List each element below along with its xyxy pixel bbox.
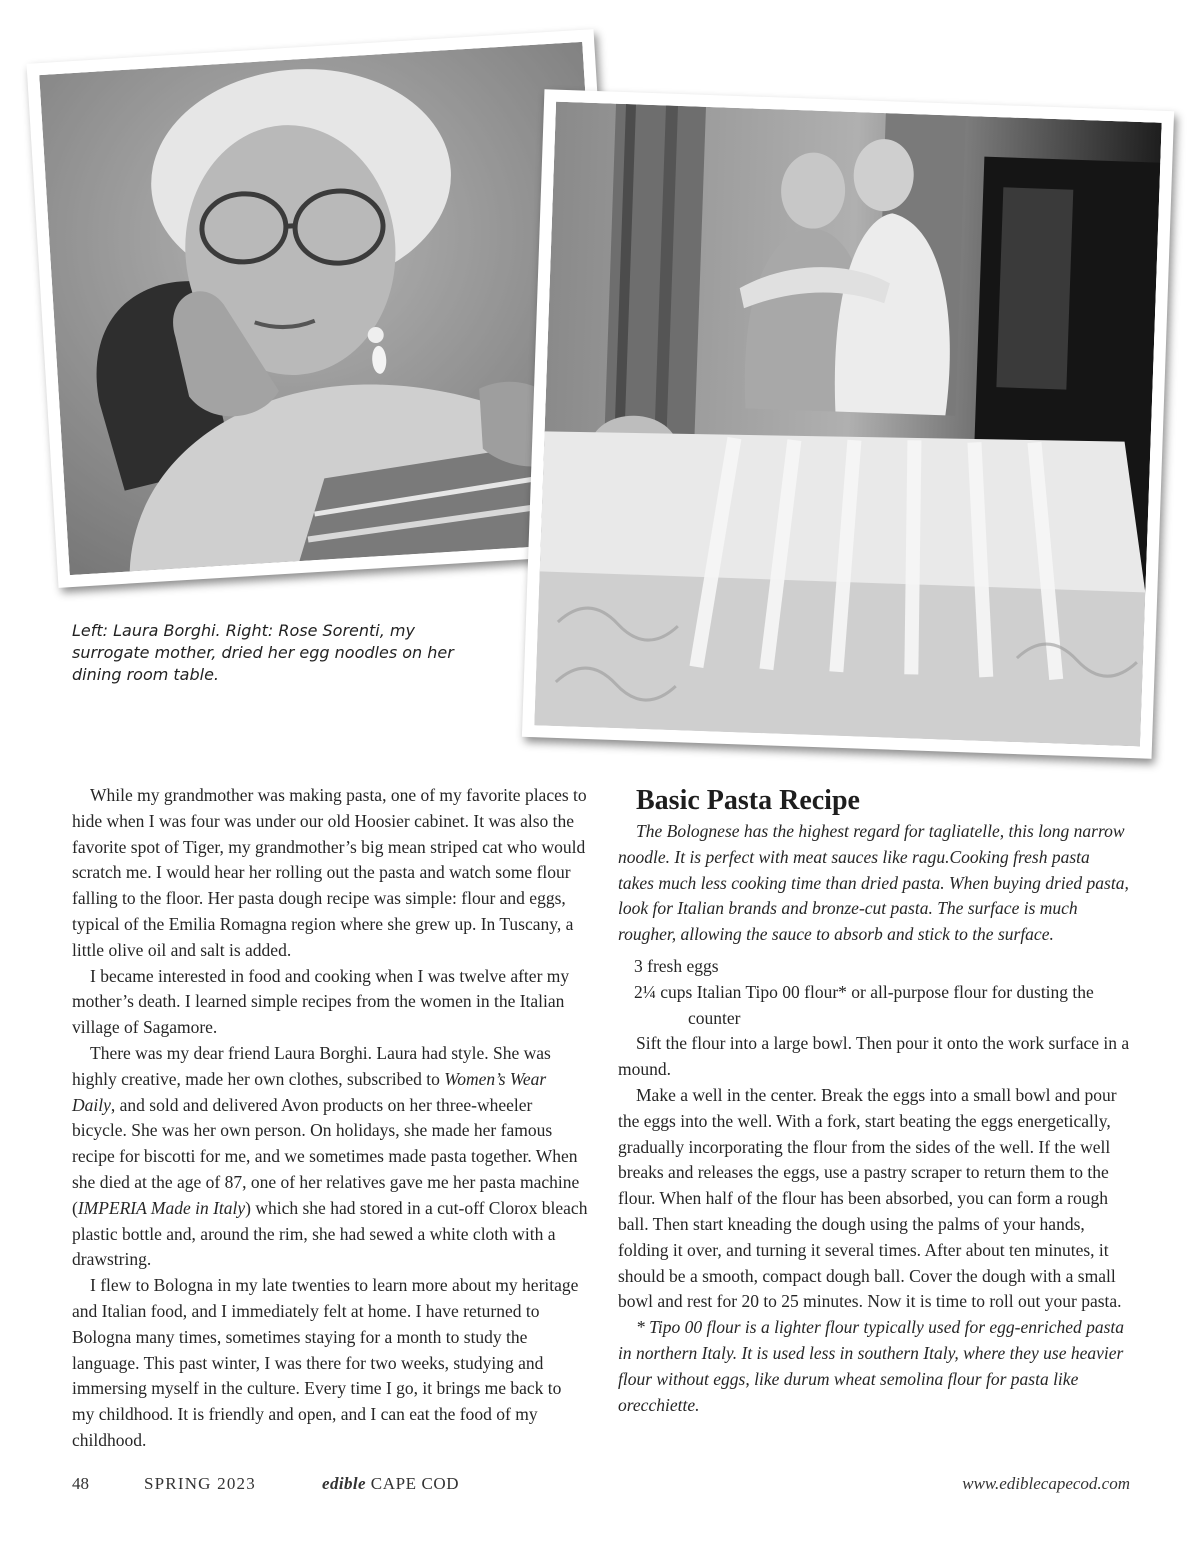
recipe-step: Sift the flour into a large bowl. Then pour it onto the work surface in a mound. xyxy=(618,1033,1130,1080)
article-paragraph: I flew to Bologna in my late twenties to learn more about my heritage and Italian food, and I immediately felt at home. I have returned to Bologna many times, sometimes staying for a month to study the language. This past winter, I was there for two weeks, studying and immersing myself in the culture. Every time I go, it brings me back to my childhood. It is friendly and open, and I can eat the food of my childhood. xyxy=(72,1275,579,1450)
ingredient-list xyxy=(618,954,1130,1031)
magazine-name: edible CAPE COD xyxy=(322,1474,460,1493)
page-footer xyxy=(72,1474,1130,1500)
recipe-column xyxy=(618,783,1130,1418)
photo-rose-sorenti xyxy=(522,89,1174,759)
photo-caption: Left: Laura Borghi. Right: Rose Sorenti, my surrogate mother, dried her egg noodles on her dining room table. xyxy=(72,621,454,684)
recipe-footnote: * Tipo 00 flour is a lighter flour typically used for egg-enriched pasta in northern Italy. It is used less in southern Italy, where they use heavier flour without eggs, like durum wheat semolina flour for pasta like orecchiette. xyxy=(618,1317,1125,1415)
page-number: 48 xyxy=(72,1474,89,1493)
article-paragraph: There was my dear friend Laura Borghi. Laura had style. She was highly creative, made her own clothes, subscribed to Women’s Wear Daily, and sold and delivered Avon products on her three-wheeler bicycle. She was her own person. On holidays, she made her famous recipe for biscotti for me, and we sometimes made pasta together. When she died at the age of 87, one of her relatives gave me her pasta machine (IMPERIA Made in Italy) which she had stored in a cut-off Clorox bleach plastic bottle and, around the rim, she had sewed a white cloth with a drawstring. xyxy=(72,1042,588,1270)
recipe-step: Make a well in the center. Break the eggs into a small bowl and pour the eggs into the well. With a fork, start beating the eggs energetically, gradually incorporating the flour from the sides of the well. If the well breaks and releases the eggs, use a pastry scraper to return them to the flour. When half of the flour has been absorbed, you can form a rough ball. Then start kneading the dough using the palms of your hands, folding it over, and turning it several times. After about ten minutes, it should be a smooth, compact dough ball. Cover the dough with a small bowl and rest for 20 to 25 minutes. Now it is time to roll out your pasta. xyxy=(618,1084,1122,1312)
article-column xyxy=(72,783,588,1454)
publication-name: Women’s Wear Daily xyxy=(72,1068,547,1115)
recipe-title: Basic Pasta Recipe xyxy=(636,785,860,816)
website-link[interactable]: www.ediblecapecod.com xyxy=(962,1474,1130,1493)
ingredient-item: 2¼ cups Italian Tipo 00 flour* or all-purpose flour for dusting the counter xyxy=(634,981,1094,1028)
article-paragraph: While my grandmother was making pasta, one of my favorite places to hide when I was four was under our old Hoosier cabinet. It was also the favorite spot of Tiger, my grandmother’s big mean striped cat who would scratch me. I would hear her rolling out the pasta and watch some flour falling to the floor. Her pasta dough recipe was simple: flour and eggs, typical of the Emilia Romagna region where she grew up. In Tuscany, a little olive oil and salt is added. xyxy=(72,785,587,960)
machine-brand: IMPERIA Made in Italy xyxy=(77,1197,246,1218)
dining-table-photo-icon xyxy=(534,102,1161,747)
issue-label: SPRING 2023 xyxy=(144,1474,256,1493)
article-paragraph: I became interested in food and cooking when I was twelve after my mother’s death. I learned simple recipes from the women in the Italian village of Sagamore. xyxy=(72,965,570,1038)
portrait-photo-icon xyxy=(39,42,613,575)
ingredient-item: 3 fresh eggs xyxy=(634,955,719,976)
recipe-intro: The Bolognese has the highest regard for tagliatelle, this long narrow noodle. It is perfect with meat sauces like ragu.Cooking fresh pasta takes much less cooking time than dried pasta. When buying dried pasta, look for Italian brands and bronze-cut pasta. The surface is much rougher, allowing the sauce to absorb and stick to the surface. xyxy=(618,821,1129,945)
